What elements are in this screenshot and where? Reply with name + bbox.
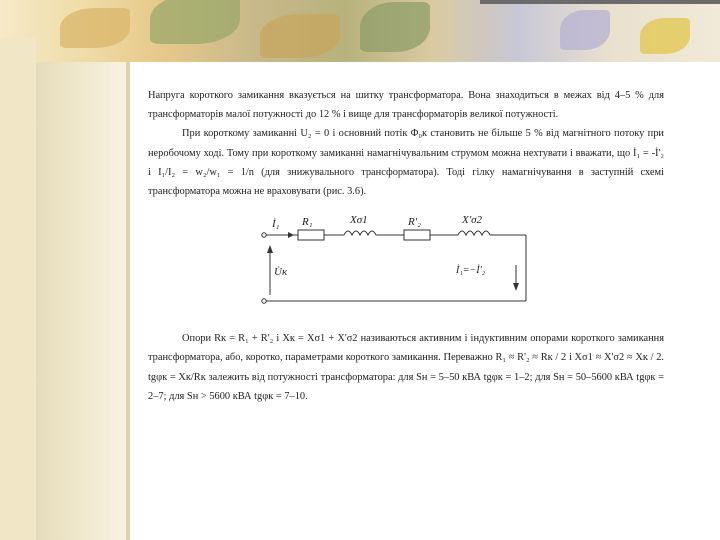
label-r2: R'₂ — [408, 216, 421, 229]
resistor-r2 — [404, 230, 430, 240]
left-column — [36, 62, 126, 540]
leaf-decoration — [150, 0, 240, 44]
inductor-xs1 — [344, 231, 376, 235]
paragraph-3: Опори Rк = R₁ + R'₂ і Xк = Xσ1 + X'σ2 називаються активним і індуктивним опорами короткого замикання трансформатора, або, коротко, параметрами короткого замикання. Переважно R₁ ≈ R'₂ ≈ Rк / 2 і Xσ1 ≈ X'σ2 ≈ Xк / 2. tgφк = Xк/Rк залежить від потужності трансформатора: для Sн = 5–50 кВА tgφк = 1–2; для Sн = 50–5600 кВА tgφк = 2–7; для Sн > 5600 кВА tgφк = 7–10. — [148, 333, 664, 402]
equivalent-circuit-figure — [148, 207, 664, 319]
top-edge-line — [480, 0, 720, 4]
flower-decoration — [640, 18, 690, 54]
resistor-r1 — [298, 230, 324, 240]
flower-decoration — [560, 10, 610, 50]
label-xs1: Xσ1 — [350, 214, 368, 227]
left-column-edge — [126, 62, 130, 540]
current-arrow — [288, 232, 294, 238]
leaf-decoration — [360, 2, 430, 52]
label-i2: İ₁=−İ'₂ — [456, 265, 486, 277]
terminal-bottom-left — [262, 299, 266, 303]
label-uk: U̇к — [274, 266, 288, 279]
label-xs2: X'σ2 — [462, 214, 482, 227]
label-r1: R₁ — [302, 216, 313, 229]
leaf-decoration — [260, 14, 340, 58]
document-body — [148, 86, 664, 406]
inductor-xs2 — [458, 231, 490, 235]
paragraph-1: Напруга короткого замикання вказується на шитку трансформатора. Вона знаходиться в межах від 4–5 % для трансформаторів малої потужності до 12 % і вище для трансформаторів великої потужності. — [148, 90, 664, 121]
label-i1: İ₁ — [272, 218, 280, 231]
header-banner — [0, 0, 720, 62]
leaf-decoration — [60, 8, 130, 48]
terminal-top-left — [262, 233, 266, 237]
paragraph-2: При короткому замиканні U₂ = 0 і основний потік Φ₀к становить не більше 5 % від магнітного потоку при неробочому ході. Тому при короткому замиканні намагнічувальним струмом можна нехтувати і вважати, що İ₁ = -İ'₂ і I₁/I₂ = w₂/w₁ = 1/n (для знижувального трансформатора). Тоді гілку намагнічування в заступній схемі трансформатора можна не враховувати (рис. 3.6). — [148, 128, 664, 198]
left-strip — [0, 38, 36, 540]
circuit-diagram — [258, 207, 538, 319]
